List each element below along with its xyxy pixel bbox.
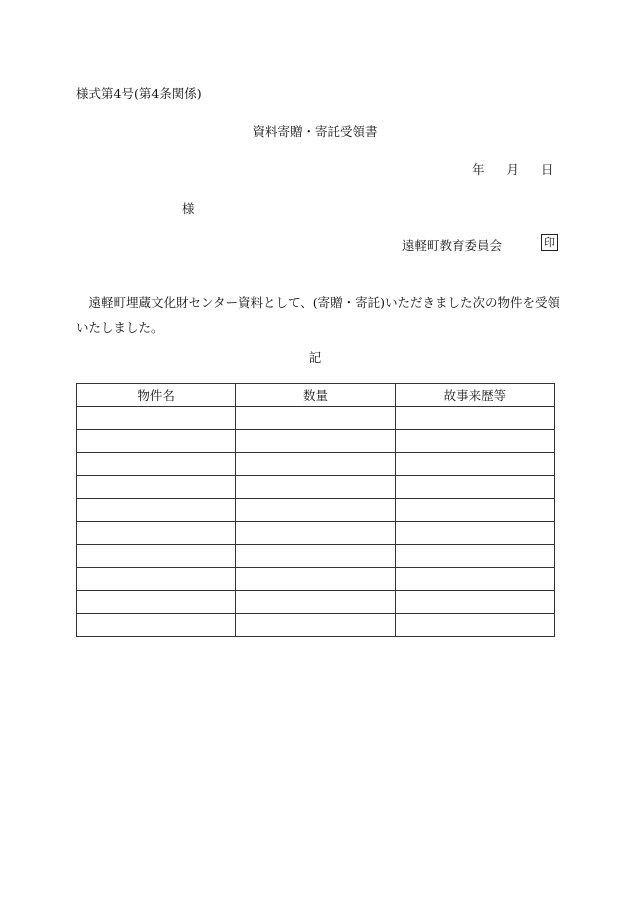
table-row [77,453,555,476]
table-cell [395,568,554,591]
table-cell [77,453,236,476]
form-number: 様式第4号(第4条関係) [76,86,202,101]
table-cell [77,545,236,568]
seal-mark: 印 [541,234,558,251]
table-row [77,591,555,614]
table-cell [236,430,395,453]
table-cell [77,591,236,614]
table-row [77,476,555,499]
document-title: 資料寄贈・寄託受領書 [252,124,378,139]
date-line [472,160,554,178]
table-row [77,407,555,430]
table-row [77,568,555,591]
ki-heading: 記 [308,350,322,365]
issuer-name: 遠軽町教育委員会 [402,238,503,253]
table-cell [395,499,554,522]
table-cell [77,499,236,522]
table-cell [395,430,554,453]
items-table [76,383,555,637]
table-cell [77,522,236,545]
table-cell [77,430,236,453]
table-row [77,499,555,522]
table-cell [395,407,554,430]
column-header: 故事来歴等 [395,384,554,407]
table-cell [77,407,236,430]
column-header: 数量 [236,384,395,407]
table-cell [236,476,395,499]
recipient-suffix: 様 [182,201,195,216]
table-cell [236,453,395,476]
table-row [77,522,555,545]
table-cell [236,614,395,637]
table-cell [395,453,554,476]
table-cell [395,476,554,499]
year-label: 年 [472,162,485,177]
table-cell [236,522,395,545]
table-cell [395,614,554,637]
month-label: 月 [506,162,520,177]
table-cell [236,545,395,568]
table-cell [77,476,236,499]
table-cell [236,568,395,591]
table-cell [236,499,395,522]
table-row [77,614,555,637]
table-cell [395,591,554,614]
table-body [77,407,555,637]
table-row [77,430,555,453]
day-label: 日 [541,162,554,177]
table-cell [236,407,395,430]
table-cell [236,591,395,614]
body-text: 遠軽町埋蔵文化財センター資料として、(寄贈・寄託)いただきました次の物件を受領いたしました。 [76,295,561,335]
table-cell [77,614,236,637]
table-header-row [77,384,555,407]
table-cell [77,568,236,591]
table-cell [395,522,554,545]
column-header: 物件名 [77,384,236,407]
table-cell [395,545,554,568]
table-row [77,545,555,568]
